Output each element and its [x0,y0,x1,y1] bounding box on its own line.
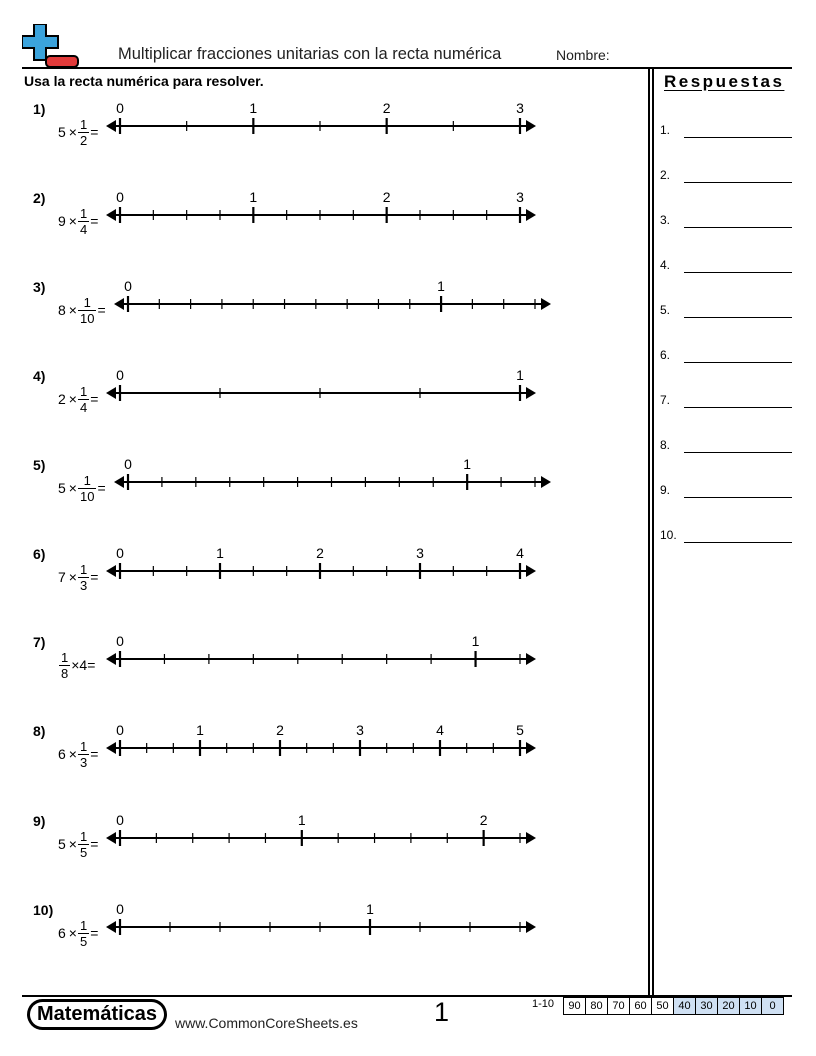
right-arrow-icon [541,298,551,310]
equals-sign: = [97,480,106,496]
tick-label: 0 [116,901,124,917]
answer-row [660,303,800,319]
problem-number: 2) [33,190,46,206]
fraction-numerator: 1 [79,561,88,577]
times-sign: × [68,746,77,762]
answer-blank[interactable] [684,317,792,318]
fraction-denominator: 10 [79,310,95,326]
answer-number: 4. [660,258,671,272]
times-sign: × [68,925,77,941]
right-arrow-icon [526,120,536,132]
fraction-numerator: 1 [83,294,91,310]
number-line [0,101,650,181]
score-cell: 40 [673,997,696,1015]
fraction-numerator: 1 [79,828,88,844]
right-arrow-icon [526,653,536,665]
tick-label: 3 [356,722,364,738]
tick-label: 2 [382,100,391,116]
fraction-denominator: 3 [79,577,88,593]
tick-label: 1 [249,189,258,205]
page-number: 1 [434,997,450,1027]
times-sign: × [71,657,80,673]
answer-number: 9. [660,483,671,497]
problem-item [0,190,650,270]
fraction-denominator: 5 [79,933,88,949]
answer-row [660,348,800,364]
equals-sign: = [90,746,99,762]
fraction-denominator: 5 [79,844,88,860]
problem-number: 9) [33,813,46,829]
times-sign: × [68,302,77,318]
left-arrow-icon [106,742,116,754]
answer-number: 7. [660,393,671,407]
answer-row [660,528,800,544]
equals-sign: = [90,836,99,852]
score-cell: 90 [563,997,586,1015]
tick-label: 0 [116,100,124,116]
right-arrow-icon [526,742,536,754]
fraction-numerator: 1 [61,649,69,665]
fraction-numerator: 1 [79,116,88,132]
answers-title: Respuestas [664,72,785,91]
score-cell: 10 [739,997,762,1015]
fraction-denominator: 10 [79,488,95,504]
fraction-numerator: 1 [79,917,88,933]
number-line [0,190,650,270]
whole-number: 5 [58,480,66,496]
answer-row [660,393,800,409]
answer-blank[interactable] [684,362,792,363]
answer-number: 2. [660,168,671,182]
answer-number: 5. [660,303,671,317]
answer-number: 8. [660,438,671,452]
tick-label: 3 [516,189,524,205]
tick-label: 0 [116,722,124,738]
problem-item [0,368,650,448]
number-line [0,723,650,803]
fraction-numerator: 1 [83,472,91,488]
left-arrow-icon [114,298,124,310]
equals-sign: = [90,925,99,941]
whole-number: 9 [58,213,66,229]
problem-number: 8) [33,723,46,739]
answer-row [660,168,800,184]
number-line [0,902,650,982]
tick-label: 0 [116,367,124,383]
problem-number: 5) [33,457,46,473]
score-cell: 30 [695,997,718,1015]
answer-row [660,258,800,274]
equals-sign: = [90,391,99,407]
whole-number: 5 [58,124,66,140]
problem-item [0,546,650,626]
tick-label: 2 [316,545,324,561]
tick-label: 5 [516,722,524,738]
score-cell: 70 [607,997,630,1015]
times-sign: × [68,213,77,229]
tick-label: 3 [416,545,424,561]
number-line [0,813,650,893]
tick-label: 4 [516,545,524,561]
answer-number: 6. [660,348,671,362]
left-arrow-icon [106,387,116,399]
problem-item [0,902,650,982]
tick-label: 0 [116,545,124,561]
score-cell: 80 [585,997,608,1015]
name-label: Nombre: [556,47,610,63]
tick-label: 3 [516,100,524,116]
number-line [0,279,650,359]
tick-label: 1 [297,812,306,828]
equals-sign: = [87,657,96,673]
fraction-numerator: 1 [79,205,88,221]
page-title: Multiplicar fracciones unitarias con la recta numérica [118,45,502,63]
times-sign: × [68,836,77,852]
whole-number: 2 [58,391,66,407]
answer-blank[interactable] [684,497,792,498]
tick-label: 1 [196,722,204,738]
problem-number: 7) [33,634,46,650]
times-sign: × [68,124,77,140]
answer-number: 1. [660,123,671,137]
problem-item [0,457,650,537]
whole-number: 8 [58,302,66,318]
problem-number: 1) [33,101,46,117]
right-arrow-icon [526,921,536,933]
left-arrow-icon [106,209,116,221]
tick-label: 1 [471,633,480,649]
fraction-denominator: 8 [61,665,69,681]
number-line [0,546,650,626]
times-sign: × [68,391,77,407]
tick-label: 2 [382,189,391,205]
whole-number: 5 [58,836,66,852]
left-arrow-icon [106,565,116,577]
right-arrow-icon [526,209,536,221]
score-cell: 60 [629,997,652,1015]
tick-label: 0 [116,189,124,205]
problem-item [0,634,650,714]
fraction-denominator: 3 [79,754,88,770]
score-table [564,997,784,1015]
tick-label: 2 [276,722,284,738]
header-divider [22,67,792,69]
tick-label: 1 [463,456,472,472]
score-cell: 0 [761,997,784,1015]
score-cell: 50 [651,997,674,1015]
equals-sign: = [97,302,106,318]
tick-label: 4 [436,722,444,738]
left-arrow-icon [106,832,116,844]
tick-label: 0 [124,278,132,294]
whole-number: 4 [79,657,88,673]
fraction-denominator: 2 [79,132,88,148]
problem-number: 6) [33,546,46,562]
number-line [0,368,650,448]
number-line [0,457,650,537]
problem-item [0,101,650,181]
whole-number: 6 [58,925,66,941]
plus-minus-logo-icon [22,24,80,68]
tick-label: 1 [366,901,374,917]
answer-blank[interactable] [684,137,792,138]
right-arrow-icon [526,565,536,577]
answer-blank[interactable] [684,407,792,408]
whole-number: 7 [58,569,66,585]
answer-row [660,483,800,499]
tick-label: 2 [479,812,488,828]
tick-label: 0 [116,812,124,828]
problem-number: 10) [33,902,54,918]
answer-blank[interactable] [684,182,792,183]
fraction-numerator: 1 [79,738,88,754]
equals-sign: = [90,124,99,140]
whole-number: 6 [58,746,66,762]
problem-item [0,723,650,803]
score-range-label: 1-10 [532,998,555,1010]
tick-label: 0 [124,456,132,472]
problem-item [0,279,650,359]
answer-blank[interactable] [684,542,792,543]
answer-number: 3. [660,213,671,227]
tick-label: 1 [249,100,258,116]
brand-badge [27,999,167,1030]
tick-label: 1 [437,278,445,294]
right-arrow-icon [541,476,551,488]
equals-sign: = [90,213,99,229]
right-arrow-icon [526,832,536,844]
left-arrow-icon [106,921,116,933]
answer-row [660,213,800,229]
site-url: www.CommonCoreSheets.es [175,1015,358,1031]
equals-sign: = [90,569,99,585]
answer-blank[interactable] [684,227,792,228]
answer-blank[interactable] [684,272,792,273]
score-cell: 20 [717,997,740,1015]
fraction-denominator: 4 [79,221,88,237]
instructions: Usa la recta numérica para resolver. [24,73,264,89]
answer-blank[interactable] [684,452,792,453]
answer-row [660,123,800,139]
right-arrow-icon [526,387,536,399]
tick-label: 0 [116,633,124,649]
answer-number: 10. [660,528,677,542]
left-arrow-icon [114,476,124,488]
problem-item [0,813,650,893]
number-line [0,634,650,714]
problem-number: 3) [33,279,46,295]
brand-label: Matemáticas [30,1002,164,1027]
answers-divider-inner [652,68,654,995]
fraction-denominator: 4 [79,399,88,415]
tick-label: 1 [516,367,524,383]
answer-row [660,438,800,454]
tick-label: 1 [216,545,224,561]
times-sign: × [68,569,77,585]
problem-number: 4) [33,368,46,384]
fraction-numerator: 1 [79,383,88,399]
times-sign: × [68,480,77,496]
left-arrow-icon [106,653,116,665]
left-arrow-icon [106,120,116,132]
